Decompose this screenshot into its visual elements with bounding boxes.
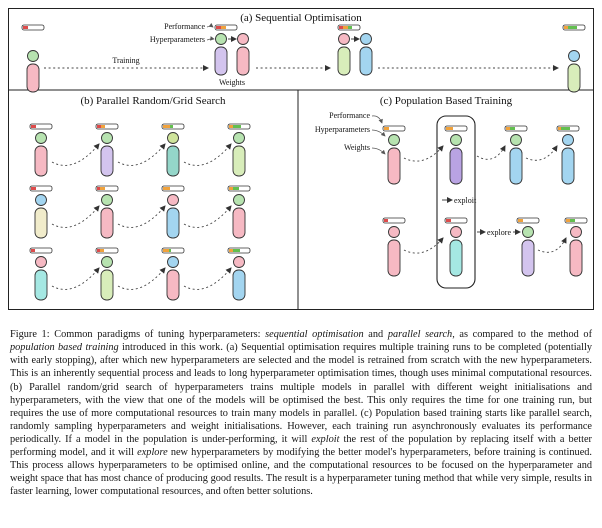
caption-segment: new hyperparameters by modifying the better model's hyperparameters, before training is continued. This process allows hyperparameters to be optimised online, and the computational resources to be focused on the hyperparameter and weight space that has most chance of producing good results. The result is a hyperparameter tuning method that while very simple, results in faster learning, lower computational resources, and often better solutions. — [10, 446, 592, 498]
weights-rect — [450, 240, 462, 276]
training-arrow — [184, 144, 231, 165]
weights-rect — [35, 208, 47, 238]
weights-rect — [35, 270, 47, 300]
performance-fill — [163, 187, 170, 190]
model-b-r2c1 — [30, 186, 52, 238]
hyperparameters-circle — [36, 195, 47, 206]
training-arrow — [477, 146, 505, 159]
figure-1-graphic — [8, 8, 594, 310]
training-arrow — [52, 268, 99, 289]
performance-fill — [221, 26, 226, 29]
weights-pointer-arrow — [372, 148, 385, 154]
hyperparameters-pointer-arrow — [372, 130, 385, 136]
panel-a — [22, 12, 585, 92]
performance-fill — [570, 219, 575, 222]
hyperparameters-circle — [389, 135, 400, 146]
exploit-label: exploit — [454, 196, 477, 205]
performance-fill — [384, 127, 389, 130]
weights-rect — [167, 208, 179, 238]
performance-fill — [97, 187, 100, 190]
panel-c-title: (c) Population Based Training — [379, 95, 513, 107]
performance-fill — [229, 125, 233, 128]
hyperparameters-circle — [36, 257, 47, 268]
hyperparameters-circle — [168, 133, 179, 144]
performance-fill — [31, 187, 36, 190]
performance-fill — [170, 125, 173, 128]
hyperparameters-circle — [28, 51, 39, 62]
panel-b-title: (b) Parallel Random/Grid Search — [80, 95, 226, 107]
hyperparameters-circle — [451, 227, 462, 238]
performance-fill — [348, 26, 352, 29]
weights-rect — [510, 148, 522, 184]
hyperparameters-label: Hyperparameters — [149, 35, 205, 44]
performance-pointer-arrow — [372, 116, 382, 123]
weights-rect — [388, 240, 400, 276]
performance-fill — [510, 127, 515, 130]
weights-rect — [35, 146, 47, 176]
training-label: Training — [112, 56, 140, 65]
model-a1 — [22, 25, 44, 92]
hyperparameters-circle — [523, 227, 534, 238]
hyperparameters-circle — [389, 227, 400, 238]
performance-fill — [446, 219, 451, 222]
weights-rect — [237, 47, 249, 75]
training-arrow — [526, 146, 557, 160]
figure-caption — [10, 328, 592, 498]
performance-fill — [568, 26, 577, 29]
hyperparameters-circle — [102, 195, 113, 206]
model-b-r3c3 — [162, 248, 184, 300]
performance-fill — [229, 187, 233, 190]
caption-segment: explore — [137, 446, 168, 458]
caption-segment: introduced in this work. (a) Sequential optimisation requires multiple training runs to be completed (potentially with early stopping), after which new hyperparameters are selected and the model is retrained from scratch with the new hyperparameters. This is an inherently sequential process and leads to long hyperparameter optimisation times, though uses minimal computational resources. (b) Parallel random/grid search of hyperparameters trains multiple models in parallel with different weight initialisations and hyperparameters, with the view that one of the models will be optimised the best. This only requires the time for one training run, but requires the use of more computational resources to train many models in parallel. (c) Population based training starts like parallel search, randomly sampling hyperparameters and weight initialisations. However, each training run asynchronously evaluates its performance periodically. If a model in the population is under-performing, it will — [10, 342, 592, 445]
performance-fill — [446, 127, 453, 130]
performance-fill — [566, 219, 570, 222]
model-c-bottom1 — [383, 218, 405, 276]
performance-label: Performance — [164, 22, 205, 31]
hyperparameters-label: Hyperparameters — [314, 125, 370, 134]
performance-fill — [343, 26, 348, 29]
weights-rect — [101, 146, 113, 176]
model-c-bottom4 — [565, 218, 587, 276]
weights-label: Weights — [343, 143, 370, 152]
performance-fill — [31, 125, 36, 128]
hyperparameters-circle — [361, 34, 372, 45]
performance-fill — [101, 125, 105, 128]
weights-rect — [215, 47, 227, 75]
performance-fill — [31, 249, 35, 252]
performance-fill — [564, 26, 568, 29]
weights-label: Weights — [218, 78, 246, 87]
hyperparameters-circle — [238, 34, 249, 45]
model-c-bottom2 — [445, 218, 467, 276]
weights-rect — [568, 64, 580, 92]
weights-rect — [167, 146, 179, 176]
caption-segment: the rest of the population by replacing itself with a better performing model, and it will — [10, 433, 592, 458]
performance-fill — [339, 26, 343, 29]
training-arrow — [118, 268, 165, 289]
weights-rect — [570, 240, 582, 276]
weights-rect — [27, 64, 39, 92]
hyperparameters-circle — [234, 133, 245, 144]
model-b-r3c1 — [30, 248, 52, 300]
performance-fill — [233, 249, 240, 252]
performance-fill — [233, 187, 239, 190]
hyperparameters-circle — [216, 34, 227, 45]
hyperparameters-circle — [234, 257, 245, 268]
hyperparameters-circle — [102, 133, 113, 144]
performance-fill — [558, 127, 561, 130]
training-arrow — [184, 206, 231, 227]
model-b-r1c2 — [96, 124, 118, 176]
performance-fill — [216, 26, 221, 29]
weights-rect — [101, 270, 113, 300]
hyperparameters-circle — [451, 135, 462, 146]
model-b-r1c1 — [30, 124, 52, 176]
caption-segment: parallel search — [387, 329, 453, 341]
caption-segment: population based training — [10, 342, 119, 354]
hyperparameters-circle — [168, 257, 179, 268]
hyperparameters-circle — [571, 227, 582, 238]
hyperparameters-pointer-arrow — [207, 39, 214, 40]
model-b-r2c4 — [228, 186, 250, 238]
caption-segment: Figure 1: Common paradigms of tuning hyperparameters: — [10, 329, 266, 341]
panel-c — [315, 95, 587, 288]
training-arrow — [118, 206, 165, 227]
performance-fill — [169, 249, 171, 252]
hyperparameters-circle — [234, 195, 245, 206]
hyperparameters-circle — [36, 133, 47, 144]
figure-outer-border — [9, 9, 594, 310]
performance-label: Performance — [329, 111, 370, 120]
weights-rect — [233, 146, 245, 176]
hyperparameters-circle — [339, 34, 350, 45]
performance-fill — [506, 127, 510, 130]
model-c-bottom3 — [517, 218, 539, 276]
hyperparameters-circle — [563, 135, 574, 146]
weights-rect — [233, 208, 245, 238]
hyperparameters-circle — [511, 135, 522, 146]
model-a-final — [563, 25, 585, 92]
model-a2-group — [215, 25, 249, 87]
performance-fill — [23, 26, 28, 29]
training-arrow — [538, 238, 566, 252]
weights-rect — [360, 47, 372, 75]
model-b-r1c3 — [162, 124, 184, 176]
caption-segment: and — [363, 329, 388, 341]
caption-segment: sequential optimisation — [265, 329, 364, 341]
performance-fill — [229, 249, 233, 252]
panel-b — [30, 95, 250, 300]
model-b-r3c2 — [96, 248, 118, 300]
model-b-r2c2 — [96, 186, 118, 238]
performance-fill — [561, 127, 570, 130]
performance-fill — [100, 249, 104, 252]
explore-label: explore — [487, 228, 511, 237]
model-c-top3 — [505, 126, 527, 184]
training-arrow — [184, 268, 231, 289]
caption-segment: , as compared to the method of — [452, 329, 592, 341]
performance-fill — [97, 249, 100, 252]
weights-rect — [233, 270, 245, 300]
caption-segment: exploit — [311, 433, 340, 445]
model-b-r3c4 — [228, 248, 250, 300]
performance-fill — [163, 249, 169, 252]
model-b-r1c4 — [228, 124, 250, 176]
weights-rect — [522, 240, 534, 276]
performance-fill — [97, 125, 101, 128]
model-a3-group — [338, 25, 372, 75]
training-arrow — [118, 144, 165, 165]
model-c-top1 — [383, 126, 405, 184]
panel-a-title: (a) Sequential Optimisation — [240, 12, 362, 24]
training-arrow — [52, 206, 99, 227]
performance-fill — [233, 125, 241, 128]
weights-rect — [388, 148, 400, 184]
performance-fill — [100, 187, 105, 190]
performance-pointer-arrow — [207, 26, 213, 27]
performance-fill — [518, 219, 523, 222]
performance-fill — [163, 125, 170, 128]
weights-rect — [562, 148, 574, 184]
performance-fill — [384, 219, 388, 222]
hyperparameters-circle — [569, 51, 580, 62]
hyperparameters-circle — [168, 195, 179, 206]
model-c-top2 — [445, 126, 467, 184]
weights-rect — [338, 47, 350, 75]
hyperparameters-circle — [102, 257, 113, 268]
training-arrow — [52, 144, 99, 165]
model-b-r2c3 — [162, 186, 184, 238]
weights-rect — [450, 148, 462, 184]
model-c-top4 — [557, 126, 579, 184]
weights-rect — [167, 270, 179, 300]
weights-rect — [101, 208, 113, 238]
